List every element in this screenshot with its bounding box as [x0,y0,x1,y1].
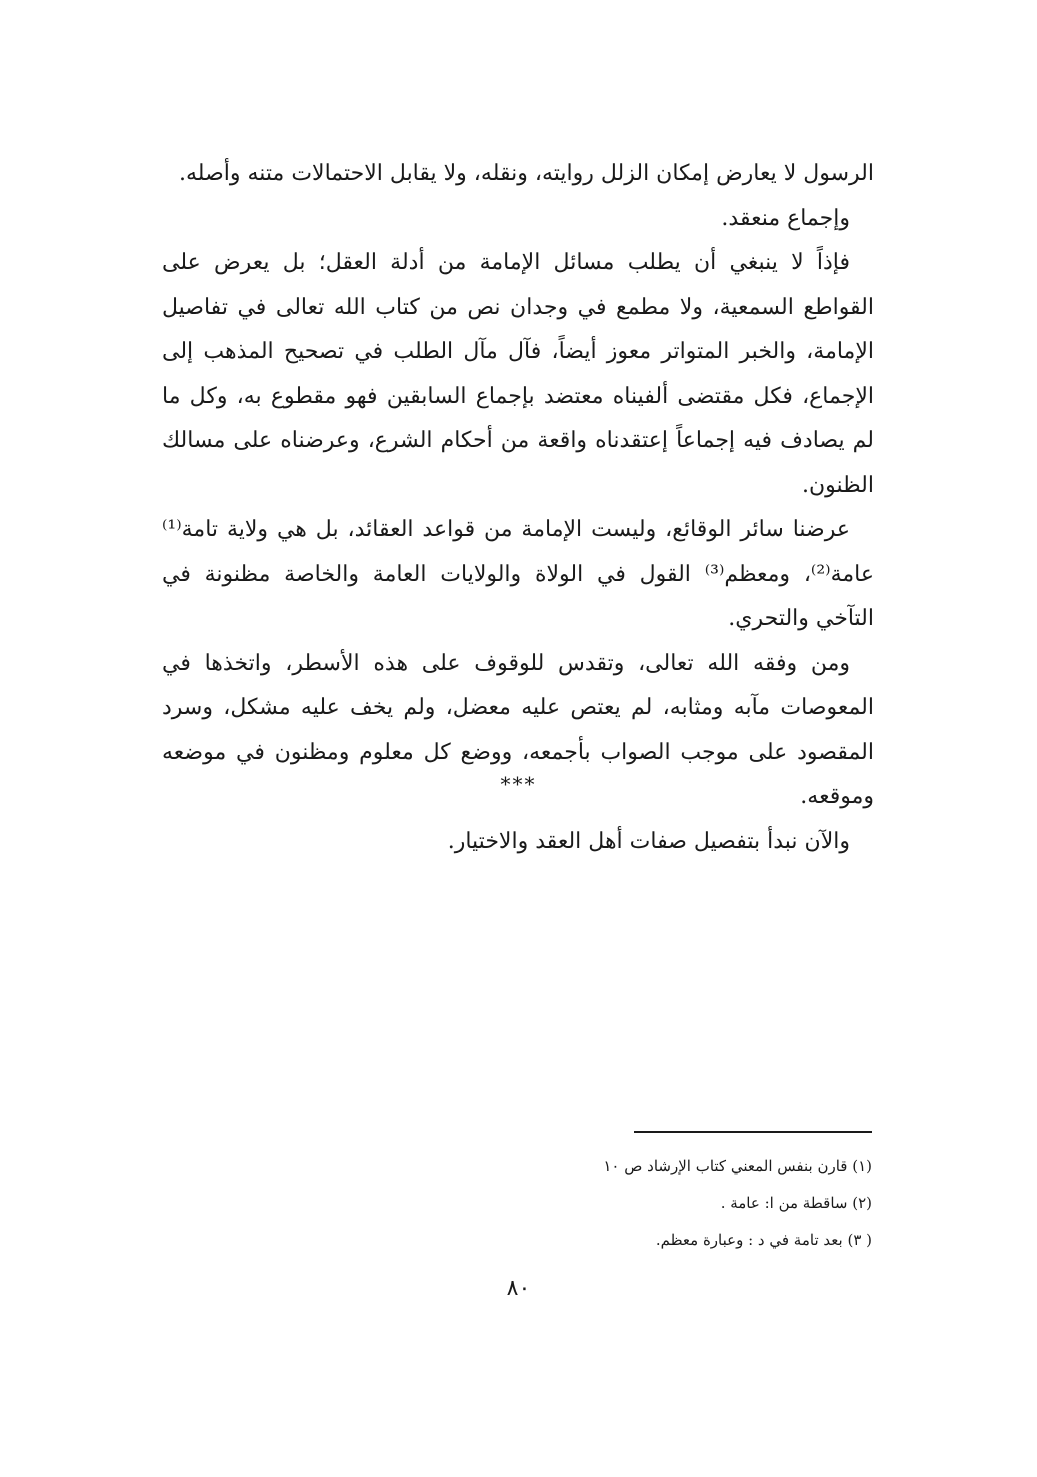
page-number: ٨٠ [506,1276,531,1301]
paragraph-3: فإذاً لا ينبغي أن يطلب مسائل الإمامة من أدلة العقل؛ بل يعرض على القواطع السمعية، ولا مطمع في وجدان نص من كتاب الله تعالى في تفاصيل الإمامة، والخبر المتواتر معوز أيضاً، فآل مآل الطلب في تصحيح المذهب إلى الإجماع، فكل مقتضى ألفيناه معتضد بإجماع السابقين فهو مقطوع به، وكل ما لم يصادف فيه إجماعاً إعتقدناه واقعة من أحكام الشرع، وعرضناه على مسالك الظنون. [162,250,874,498]
footnote-3: ( ٣) بعد تامة في د : وعبارة معظم. [655,1231,872,1249]
footnotes-block [372,1148,872,1259]
section-separator: *** [500,772,537,796]
paragraph-2: وإجماع منعقد. [721,205,850,231]
footnote-2: (٢) ساقطة من ا: عامة . [720,1194,872,1212]
footnote-rule [634,1131,872,1133]
main-text-block [162,152,874,864]
paragraph-1: الرسول لا يعارض إمكان الزلل روايته، ونقله، ولا يقابل الاحتمالات متنه وأصله. [179,161,874,186]
footnote-1: (١) قارن بنفس المعني كتاب الإرشاد ص ١٠ [603,1157,872,1175]
paragraph-5: ومن وفقه الله تعالى، وتقدس للوقوف على هذه الأسطر، واتخذها في المعوصات مآبه ومثابه، لم يعتص عليه معضل، ولم يخف عليه مشكل، وسرد المقصود على موجب الصواب بأجمعه، ووضع كل معلوم ومظنون في موضعه وموقعه. [162,650,874,809]
paragraph-4: عرضنا سائر الوقائع، وليست الإمامة من قواعد العقائد، بل هي ولاية تامة⁽¹⁾ عامة⁽²⁾، ومعظم⁽³⁾ القول في الولاة والولايات العامة والخاصة مظنونة في التآخي والتحري. [162,517,874,631]
paragraph-6: والآن نبدأ بتفصيل صفات أهل العقد والاختيار. [447,828,850,854]
